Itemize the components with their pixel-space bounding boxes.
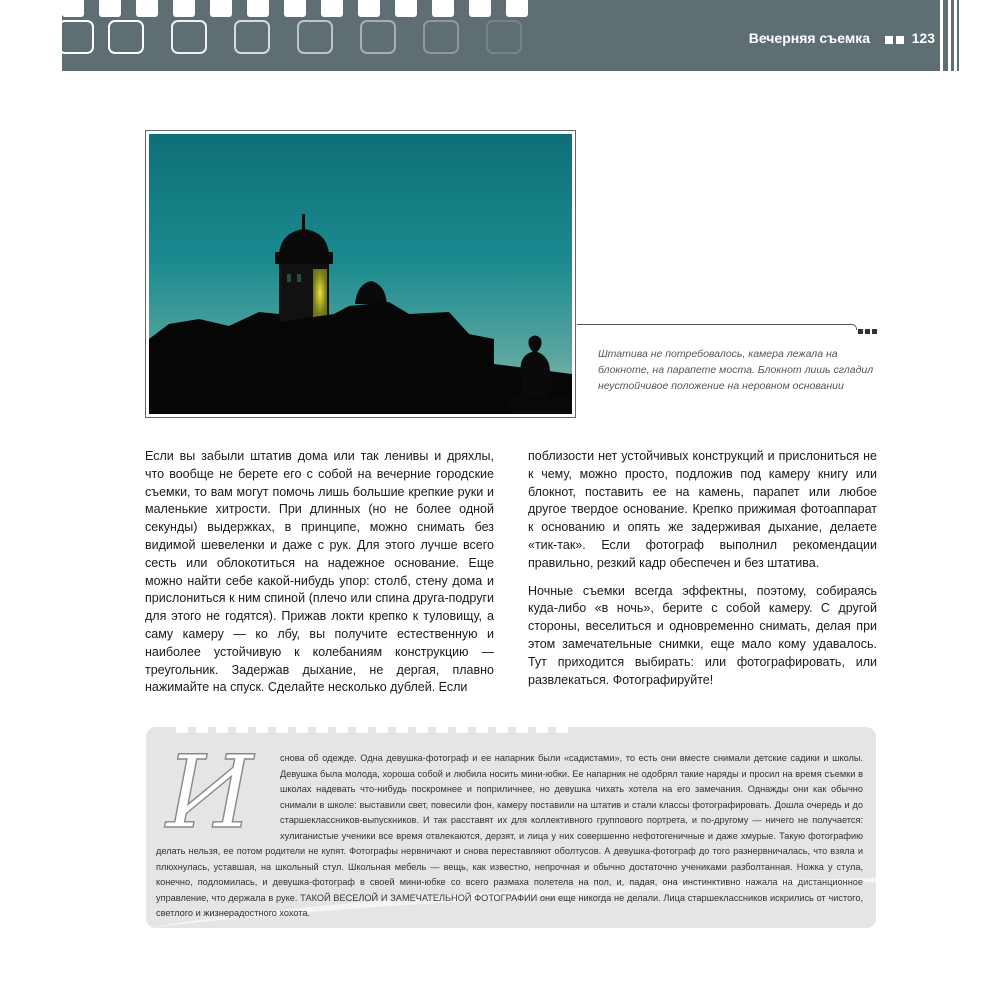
text-column-left <box>145 448 494 707</box>
text-column-right <box>528 448 877 699</box>
paragraph: Если вы забыли штатив дома или так ленивы и дряхлы, что вообще не берете его с собой на вечерние городские съемки, то вам могут помочь лишь большие крепкие руки и маленькие хитрости. При длинных (но не более одной секунды) выдержках, в принципе, можно снимать без видимой шевеленки и даже с рук. Для этого лучше всего сесть или облокотиться на надежное основание. Еще можно найти себе какой-нибудь упор: столб, стену дома и прислониться к ним спиной (плечо или спина друга-подруги для этого не годятся). Прижав локти крепко к туловищу, а саму камеру — ко лбу, вы получите естественную и наиболее устойчивую к колебаниям конструкцию — треугольник. Задержав дыхание, не дергая, плавно нажимайте на спуск. Сделайте несколько дублей. Если <box>145 449 494 695</box>
photo-caption: Штатива не потребовалось, камера лежала на блокноте, на парапете моста. Блокнот лишь сгладил неустойчивое положение на неровном основании <box>598 348 874 392</box>
square-bullet-icon <box>872 329 877 334</box>
castle-silhouette-photo <box>149 134 572 414</box>
svg-text:И: И <box>166 734 254 841</box>
paragraph: Ночные съемки всегда эффектны, поэтому, собираясь куда-либо «в ночь», берите с собой камеру. С другой стороны, веселиться и одновременно снимать, делая при этом замечательные снимки, еще мало кому удавалось. Тут приходится выбирать: или фотографировать, или развлекаться. Фотографируйте! <box>528 583 877 687</box>
page-number: 123 <box>911 30 935 46</box>
caption-leader-line <box>577 324 857 330</box>
square-bullet-icon <box>885 36 893 44</box>
paragraph: поблизости нет устойчивых конструкций и прислониться не к чему, можно просто, подложив под камеру книгу или блокнот, поставить ее на камень, парапет или любое другое твердое основание. Крепко прижимая фотоаппарат к основанию и опять же задерживая дыхание, делаете «тик-так». Если фотограф выполнил рекомендации правильно, резкий кадр обеспечен и без штатива. <box>528 449 877 570</box>
square-bullet-icon <box>896 36 904 44</box>
note-text: снова об одежде. Одна девушка-фотограф и ее напарник были «садистами», то есть они вместе снимали детские садики и школы. Девушка была молода, хороша собой и любила носить мини-юбки. Ее напарник не одобрял такие наряды и просил на время съемки в школах надевать что-нибудь поскромнее и поприличнее, но девушка чихать хотела на его замечания. Однажды они как обычно снимали в школе: выставили свет, повесили фон, камеру поставили на штатив и стали классы фотографировать. Дошла очередь и до старшеклассников-выпускников. И так расставят их для коллективного группового портрета, и по-другому — ничего не получается: хулиганистые ученики все время отвлекаются, дерзят, и лица у них совершенно нефотогеничные и даже хмурые. Такую фотографию делать нельзя, ее потом родители не купят. Фотографы нервничают и снова переставляют оболтусов. А девушка-фотограф до того разнервничалась, что взяла и плюхнулась, уставшая, на школьный стул. Школьная мебель — вещь, как известно, непрочная и обычно достаточно учениками разболтанная. Ножка у стула, конечно, подломилась, и девушка-фотограф в своей мини-юбке со всего размаха полетела на пол, и, падая, она инстинктивно нажала на дистанционное управление, что держала в руке. ТАКОЙ ВЕСЕЛОЙ И ЗАМЕЧАТЕЛЬНОЙ ФОТОГРАФИИ они еще никогда не делали. Лица старшеклассников искрились от чистого, светлого и жизнерадостного хохота. <box>156 753 863 918</box>
sidebar-note <box>146 727 876 928</box>
section-title: Вечерняя съемка <box>748 30 870 46</box>
square-bullet-icon <box>858 329 863 334</box>
page-header <box>62 0 940 71</box>
square-bullet-icon <box>865 329 870 334</box>
photo-frame <box>145 130 576 418</box>
